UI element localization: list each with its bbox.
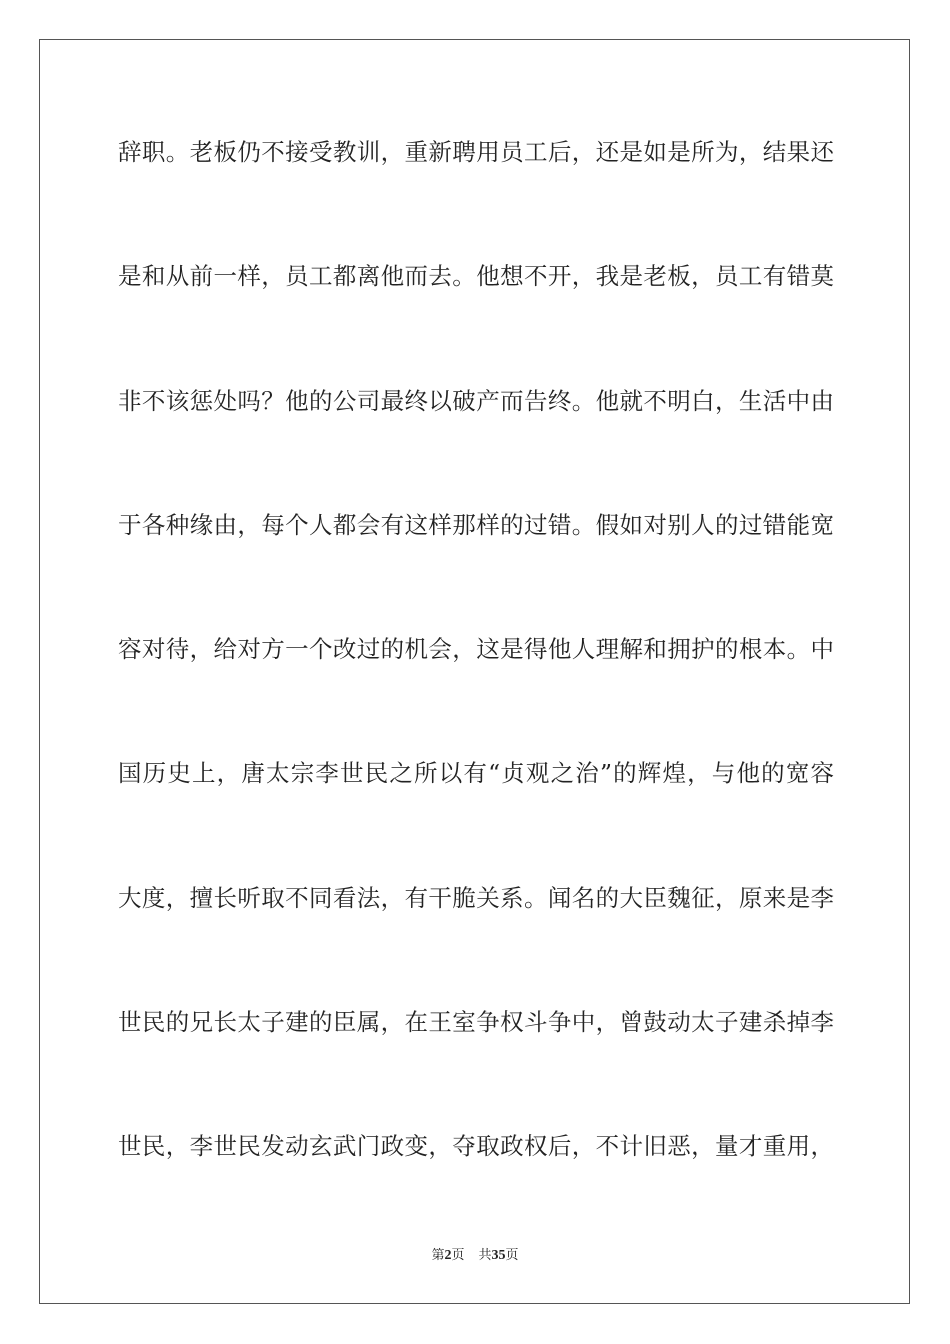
body-text-line: 世民，李世民发动玄武门政变，夺取政权后，不计旧恶，量才重用， <box>118 1132 834 1160</box>
total-pages: 35 <box>491 1248 506 1263</box>
body-text-line: 于各种缘由，每个人都会有这样那样的过错。假如对别人的过错能宽 <box>118 511 834 539</box>
page-prefix: 第 <box>431 1248 445 1263</box>
body-text-line: 国历史上，唐太宗李世民之所以有“贞观之治”的辉煌，与他的宽容 <box>118 759 834 787</box>
body-text-line: 世民的兄长太子建的臣属，在王室争权斗争中，曾鼓动太子建杀掉李 <box>118 1008 834 1036</box>
body-text-line: 辞职。老板仍不接受教训，重新聘用员工后，还是如是所为，结果还 <box>118 138 834 166</box>
total-prefix: 共 <box>478 1248 492 1263</box>
total-suffix: 页 <box>505 1248 519 1263</box>
body-text-line: 非不该惩处吗？他的公司最终以破产而告终。他就不明白，生活中由 <box>118 387 834 415</box>
body-text-line: 容对待，给对方一个改过的机会，这是得他人理解和拥护的根本。中 <box>118 635 834 663</box>
page-footer <box>0 1248 950 1264</box>
page-suffix: 页 <box>451 1248 465 1263</box>
body-text-line: 大度，擅长听取不同看法，有干脆关系。闻名的大臣魏征，原来是李 <box>118 884 834 912</box>
body-text-line: 是和从前一样，员工都离他而去。他想不开，我是老板，员工有错莫 <box>118 262 834 290</box>
page-number: 2 <box>444 1248 452 1263</box>
page-border <box>39 39 910 1304</box>
